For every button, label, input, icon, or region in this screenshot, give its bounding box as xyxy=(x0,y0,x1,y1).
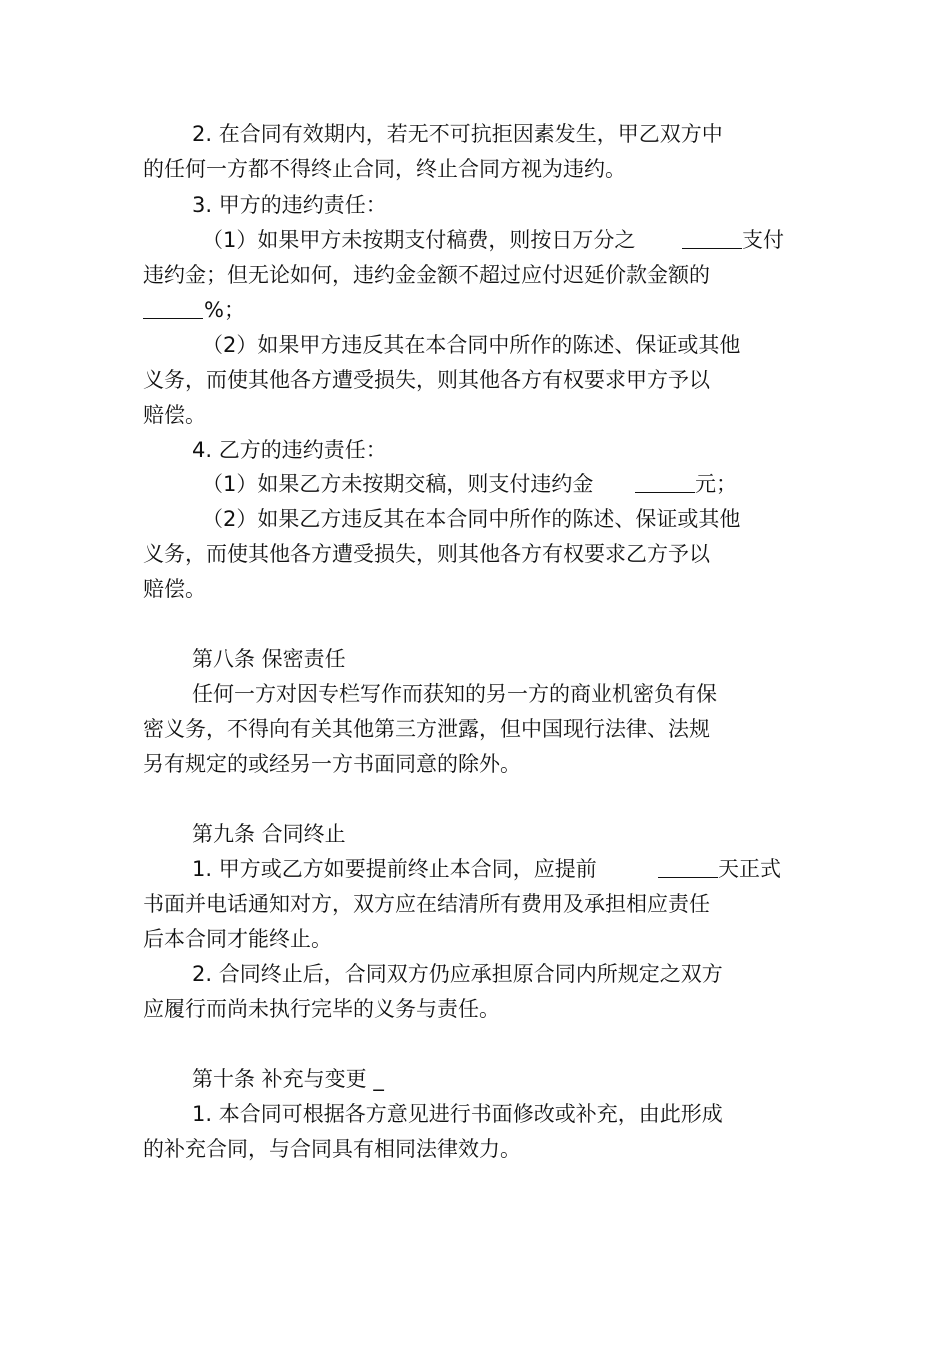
blank-rate xyxy=(682,222,742,258)
article-10-p1-text-2: 的补充合同，与合同具有相同法律效力。 xyxy=(143,1137,521,1161)
clause-3-2-line-1 xyxy=(0,327,950,363)
clause-4-2-line-1 xyxy=(0,501,950,537)
clause-4-2-line-2 xyxy=(0,536,950,572)
article-8-text-1: 任何一方对因专栏写作而获知的另一方的商业机密负有保 xyxy=(192,682,717,706)
clause-3-1-line-1 xyxy=(0,222,950,258)
clause-3-1-text-2: 违约金；但无论如何，违约金金额不超过应付迟延价款金额的 xyxy=(143,263,710,287)
article-9-p1-text-2: 书面并电话通知对方，双方应在结清所有费用及承担相应责任 xyxy=(143,892,710,916)
clause-3-1-text-3b: %； xyxy=(204,298,245,322)
clause-4-1-text-1b: 元； xyxy=(695,472,737,496)
article-8-text-2: 密义务，不得向有关其他第三方泄露，但中国现行法律、法规 xyxy=(143,717,710,741)
article-8-title xyxy=(0,641,950,677)
clause-4-heading xyxy=(0,432,950,468)
clause-3-1-line-2 xyxy=(0,257,950,293)
article-9-p1-line-3 xyxy=(0,921,950,957)
clause-2-line-2 xyxy=(0,151,950,187)
article-8-text-3: 另有规定的或经另一方书面同意的除外。 xyxy=(143,752,521,776)
clause-4-1-line-1 xyxy=(0,466,950,502)
clause-3-1-text-1b: 支付 xyxy=(742,228,784,252)
article-8-line-3 xyxy=(0,746,950,782)
article-9-p2-line-2 xyxy=(0,991,950,1027)
article-9-p2-text-1: 2. 合同终止后，合同双方仍应承担原合同内所规定之双方 xyxy=(192,962,723,986)
article-8-line-2 xyxy=(0,711,950,747)
clause-3-text: 3. 甲方的违约责任： xyxy=(192,193,387,217)
clause-2-text-1: 2. 在合同有效期内，若无不可抗拒因素发生，甲乙双方中 xyxy=(192,122,723,146)
clause-4-2-text-3: 赔偿。 xyxy=(143,577,206,601)
article-9-p1-line-2 xyxy=(0,886,950,922)
blank-penalty xyxy=(635,466,695,502)
article-10-p1-text-1: 1. 本合同可根据各方意见进行书面修改或补充，由此形成 xyxy=(192,1102,723,1126)
article-9-p2-text-2: 应履行而尚未执行完毕的义务与责任。 xyxy=(143,997,500,1021)
clause-3-1-text-1a: （1）如果甲方未按期支付稿费，则按日万分之 xyxy=(202,228,636,252)
article-10-title-text: 第十条 补充与变更 _ xyxy=(192,1067,384,1091)
article-10-p1-line-2 xyxy=(0,1131,950,1167)
article-10-p1-line-1 xyxy=(0,1096,950,1132)
clause-3-2-line-3 xyxy=(0,397,950,433)
clause-2-line-1 xyxy=(0,116,950,152)
article-9-p1-text-1b: 天正式 xyxy=(718,857,781,881)
blank-days xyxy=(658,851,718,887)
blank-percent xyxy=(143,292,203,328)
article-9-title xyxy=(0,816,950,852)
article-9-p1-text-1a: 1. 甲方或乙方如要提前终止本合同，应提前 xyxy=(192,857,597,881)
article-9-p1-text-3: 后本合同才能终止。 xyxy=(143,927,332,951)
clause-3-1-line-3 xyxy=(0,292,950,328)
article-8-title-text: 第八条 保密责任 xyxy=(192,647,346,671)
clause-4-text: 4. 乙方的违约责任： xyxy=(192,438,387,462)
clause-3-2-line-2 xyxy=(0,362,950,398)
clause-4-2-text-2: 义务，而使其他各方遭受损失，则其他各方有权要求乙方予以 xyxy=(143,542,710,566)
clause-3-2-text-3: 赔偿。 xyxy=(143,403,206,427)
clause-3-2-text-1: （2）如果甲方违反其在本合同中所作的陈述、保证或其他 xyxy=(202,333,741,357)
clause-3-2-text-2: 义务，而使其他各方遭受损失，则其他各方有权要求甲方予以 xyxy=(143,368,710,392)
article-10-title xyxy=(0,1061,950,1097)
article-8-line-1 xyxy=(0,676,950,712)
clause-4-1-text-1a: （1）如果乙方未按期交稿，则支付违约金 xyxy=(202,472,594,496)
article-9-p2-line-1 xyxy=(0,956,950,992)
clause-3-heading xyxy=(0,187,950,223)
article-9-title-text: 第九条 合同终止 xyxy=(192,822,346,846)
clause-2-text-2: 的任何一方都不得终止合同，终止合同方视为违约。 xyxy=(143,157,626,181)
clause-4-2-text-1: （2）如果乙方违反其在本合同中所作的陈述、保证或其他 xyxy=(202,507,741,531)
article-9-p1-line-1 xyxy=(0,851,950,887)
clause-4-2-line-3 xyxy=(0,571,950,607)
